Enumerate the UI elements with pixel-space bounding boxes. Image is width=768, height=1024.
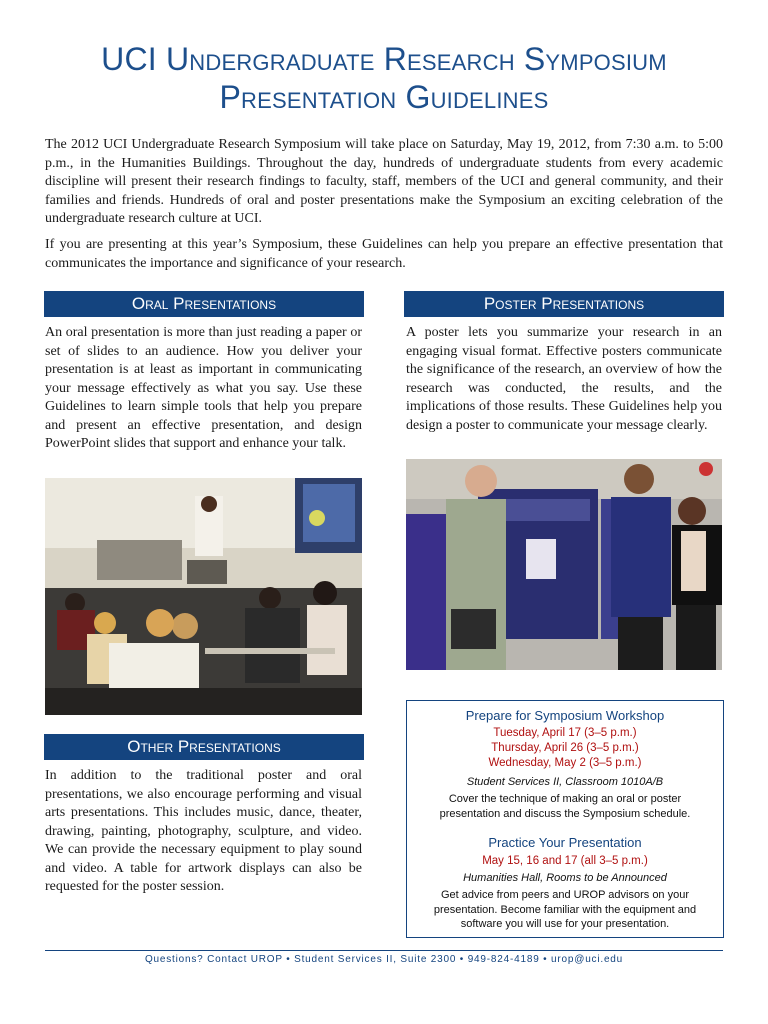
page-title (0, 40, 768, 116)
practice-description: Get advice from peers and UROP advisors on your presentation. Become familiar with the equipment and software you will use for your presentation. (433, 889, 697, 930)
intro-paragraph-2: If you are presenting at this year’s Symposium, these Guidelines can help you prepare an effective presentation that communicates the importance and significance of your research. (45, 237, 723, 271)
oral-heading: Oral Presentations (44, 291, 364, 317)
footer-divider (45, 950, 723, 951)
practice-dates: May 15, 16 and 17 (all 3–5 p.m.) (482, 855, 648, 867)
other-heading: Other Presentations (44, 734, 364, 760)
workshop-date: Thursday, April 26 (3–5 p.m.) (491, 742, 639, 754)
title-line-1: UCI Undergraduate Research Symposium (101, 41, 667, 77)
poster-heading: Poster Presentations (404, 291, 724, 317)
footer-contact: Questions? Contact UROP • Student Services II, Suite 2300 • 949-824-4189 • urop@uci.edu (144, 954, 624, 965)
workshop-location: Student Services II, Classroom 1010A/B (466, 776, 664, 788)
poster-text: A poster lets you summarize your research in an engaging visual format. Effective posters communicate the significance of the research, an overview of how the research was conducted, the results, and the implications of those results. These Guidelines help you design a poster to communicate your message clearly. (406, 325, 722, 433)
title-line-2: Presentation Guidelines (219, 79, 549, 115)
intro-paragraph-1: The 2012 UCI Undergraduate Research Symposium will take place on Saturday, May 19, 2012, from 7:30 a.m. to 5:00 p.m., in the Humanities Buildings. Throughout the day, hundreds of undergraduate students from every academic discipline will present their research findings to faculty, staff, members of the UCI and general community, and their families and friends. Hundreds of oral and poster presentations make the Symposium an exciting celebration of the undergraduate research culture at UCI. (45, 137, 723, 226)
workshop-heading: Prepare for Symposium Workshop (465, 708, 665, 723)
workshop-info-box (406, 700, 724, 938)
poster-session-photo (406, 459, 722, 670)
practice-heading: Practice Your Presentation (488, 835, 642, 850)
oral-text: An oral presentation is more than just reading a paper or set of slides to an audience. How you deliver your presentation is at least as important in communicating your message effectively as what you say. Use these Guidelines to learn simple tools that help you prepare and present an effective presentation, and design PowerPoint slides that support and enhance your talk. (45, 325, 362, 451)
other-text: In addition to the traditional poster and oral presentations, we also encourage performing and visual arts presentations. This includes music, dance, theater, drawing, painting, photography, sculpture, and video. We can provide the necessary equipment to play sound and video. A table for artwork displays can also be requested for the poster session. (45, 768, 362, 894)
workshop-date: Wednesday, May 2 (3–5 p.m.) (488, 757, 642, 769)
practice-location: Humanities Hall, Rooms to be Announced (463, 872, 667, 884)
workshop-description: Cover the technique of making an oral or poster presentation and discuss the Symposium schedule. (439, 793, 691, 820)
workshop-date: Tuesday, April 17 (3–5 p.m.) (493, 727, 637, 739)
classroom-photo (45, 478, 362, 715)
